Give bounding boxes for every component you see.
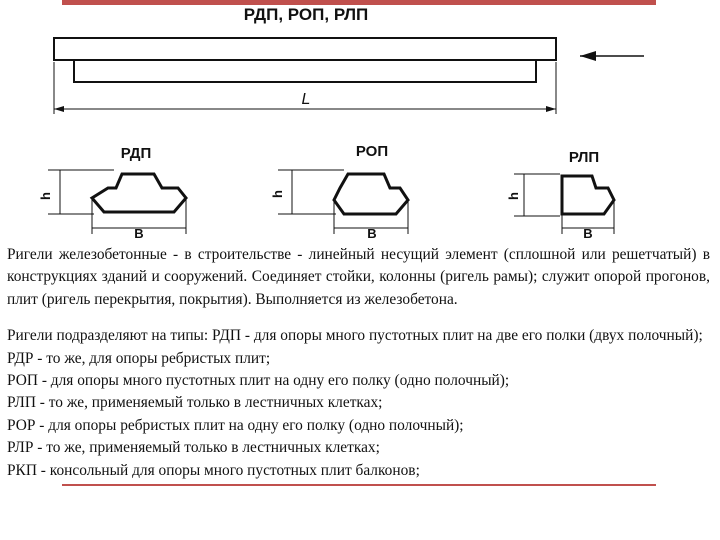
section-rdp-height-label: h [38,192,53,200]
section-rdp-width-label: B [134,226,144,241]
section-arrow-icon [580,51,596,61]
list-item: РЛР - то же, применяемый только в лестничных клетках; [7,439,380,457]
section-rlp-name: РЛП [568,149,600,166]
length-label: L [301,91,311,108]
list-item: РДР - то же, для опоры ребристых плит; [7,349,271,367]
section-rdp-name: РДП [120,145,152,162]
crossbar-drawing [38,2,660,241]
section-rop-width-label: B [367,226,377,241]
types-list [7,348,710,482]
section-rop-height-label: h [270,190,285,198]
list-item: РОП - для опоры много пустотных плит на одну его полку (одно полочный); [7,372,510,390]
section-rlp [506,149,614,241]
section-rop [270,143,408,241]
section-rdp-profile [92,174,186,212]
section-rlp-height-label: h [506,192,521,200]
figure-title: РДП, РОП, РЛП [243,5,369,24]
list-item: РКП - консольный для опоры много пустотных плит балконов; [7,461,420,479]
list-item: РОР - для опоры ребристых плит на одну его полку (одно полочный); [7,416,464,434]
section-rlp-profile [562,176,614,214]
list-item: РЛП - то же, применяемый только в лестничных клетках; [7,394,383,412]
definition-paragraph: Ригели железобетонные - в строительстве - линейный несущий элемент (сплошной или решетчатый) в конструкциях зданий и сооружений. Соединяет стойки, колонны (ригель рамы); служит опорой прогонов, плит (ригель перекрытия, покрытия). Выполняется из железобетона. [7,246,710,308]
section-rlp-width-label: B [583,226,593,241]
section-rdp [38,145,186,241]
types-intro: Ригели подразделяют на типы: РДП - для опоры много пустотных плит на две его полки (двух полочный); [7,327,703,345]
text-block [7,244,710,482]
beam-body [74,60,536,82]
section-rop-name: РОП [355,143,389,160]
crossbar-figure [38,2,660,241]
beam-top-flange [54,38,556,60]
accent-bar-bottom [62,484,656,486]
section-rop-profile [334,174,408,214]
